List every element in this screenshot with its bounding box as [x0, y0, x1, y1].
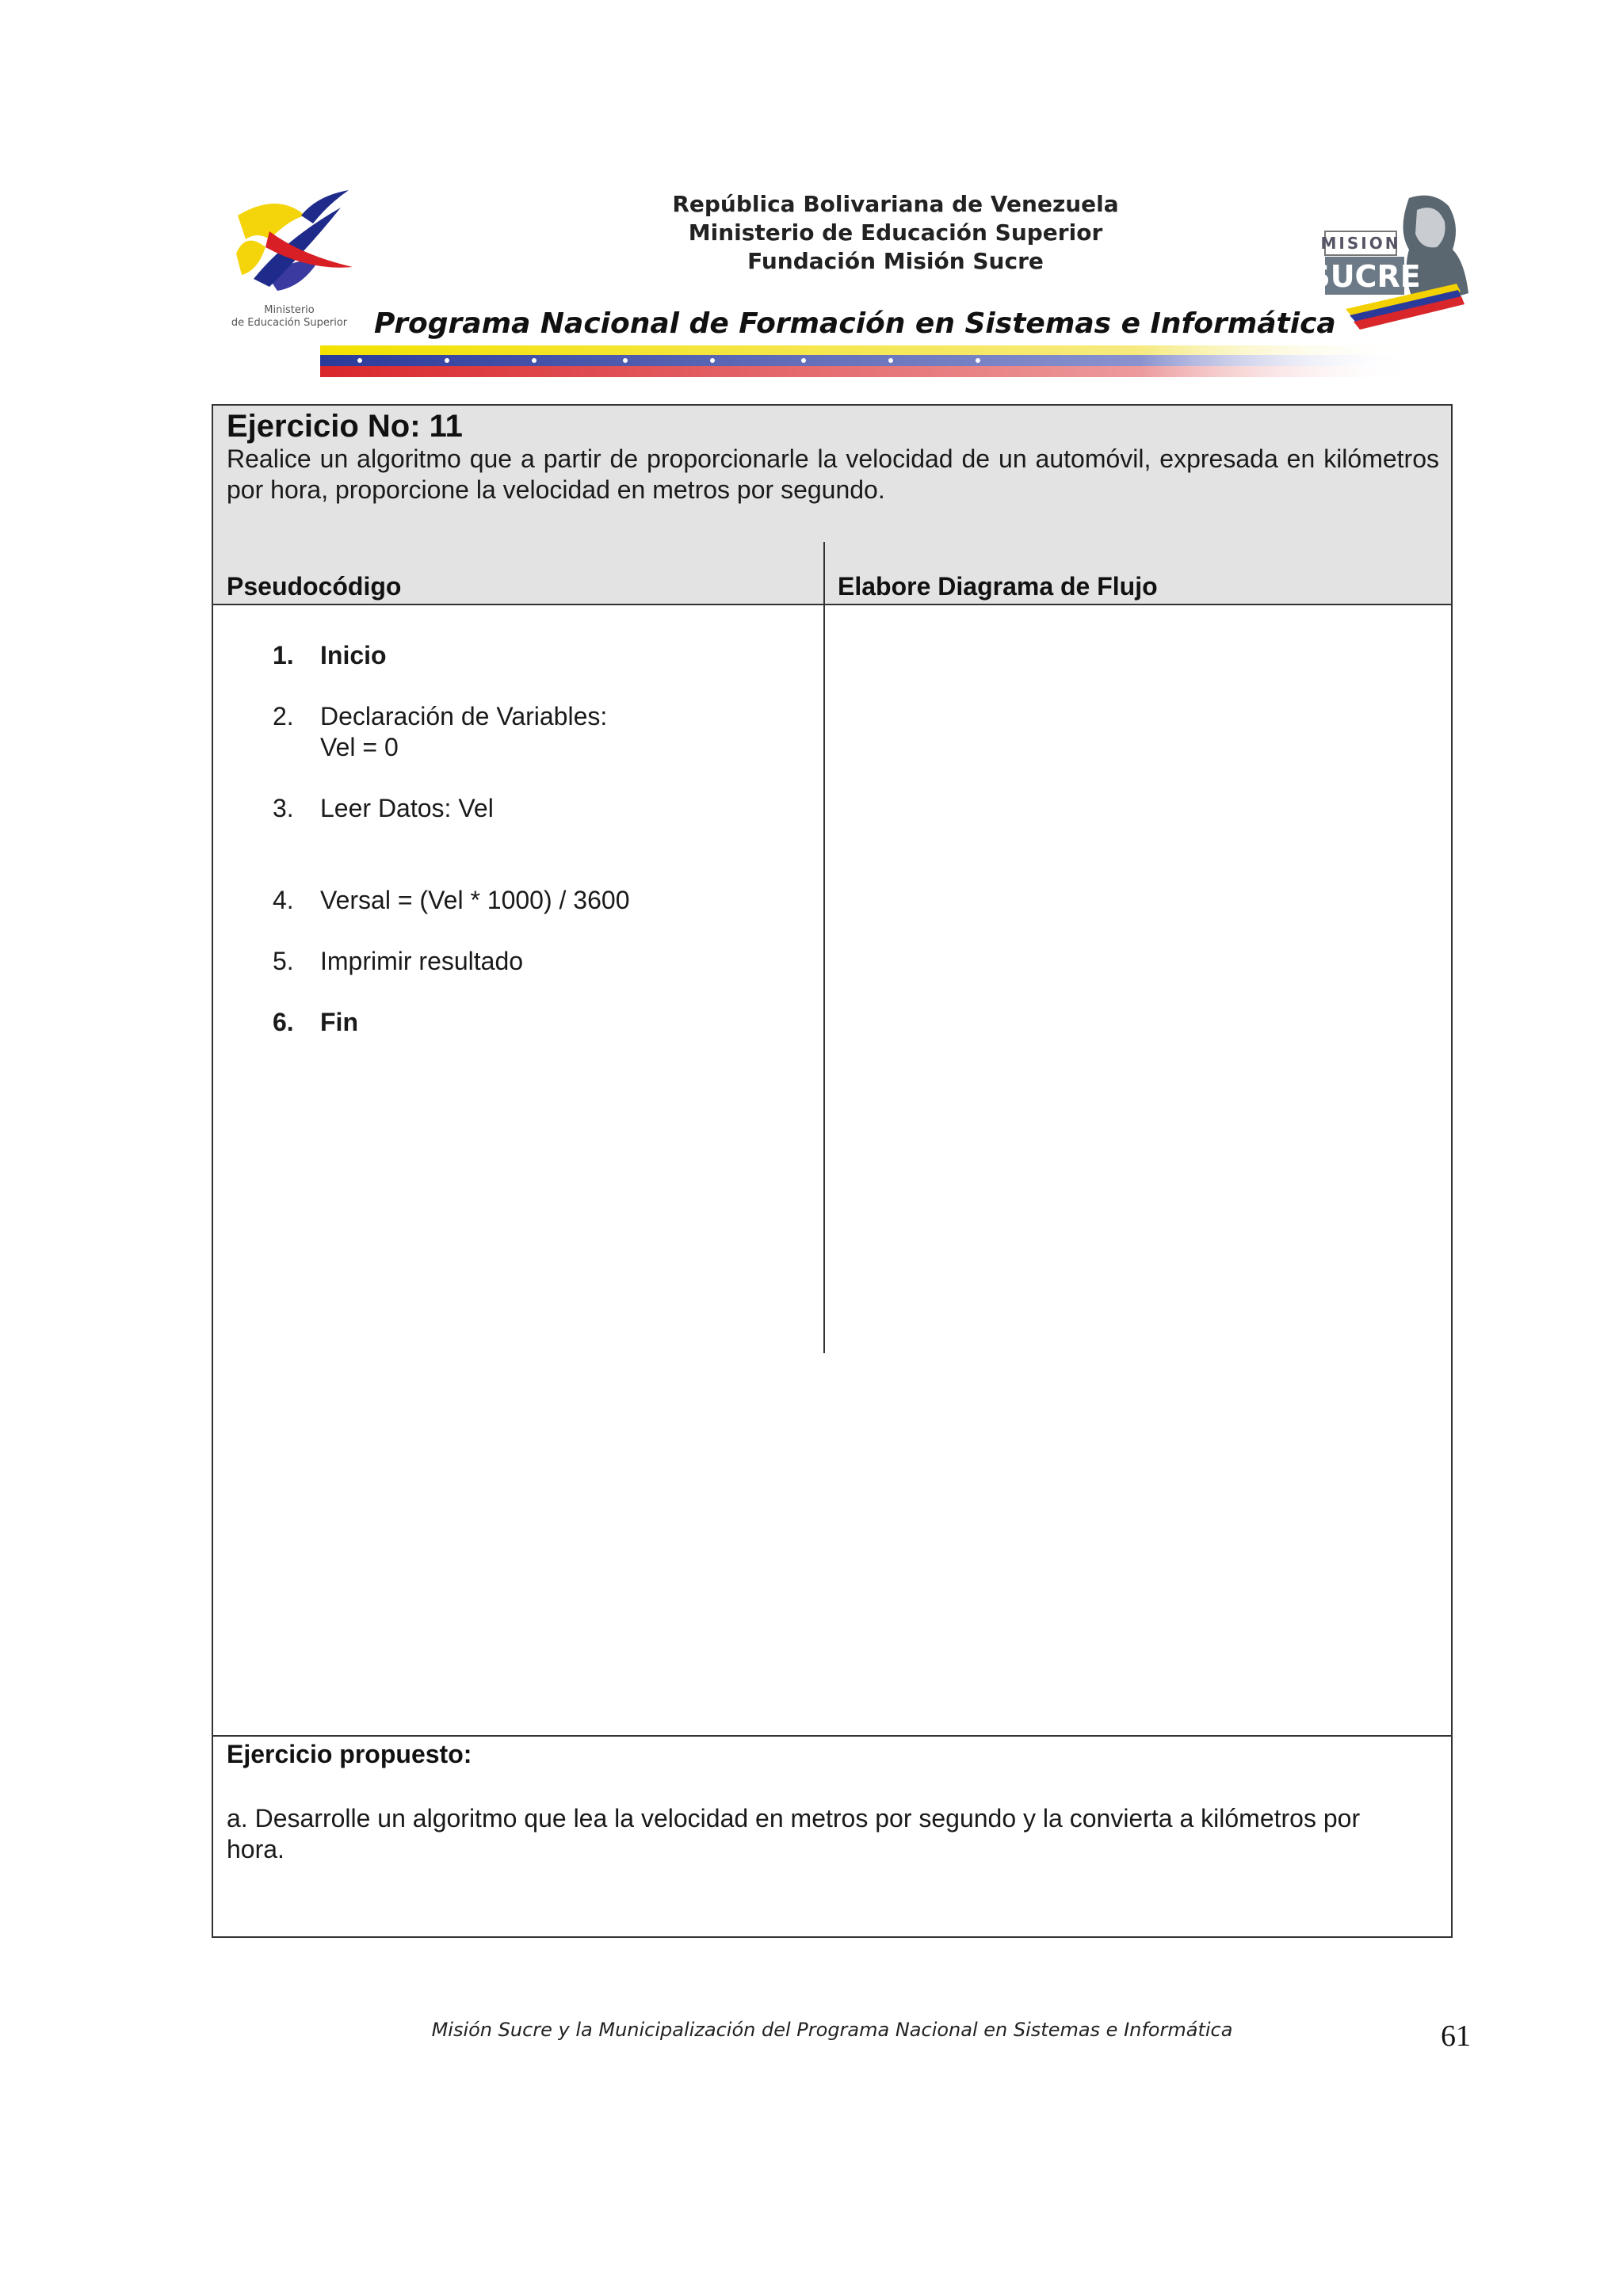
program-title: Programa Nacional de Formación en Sistemas e Informática: [374, 307, 1336, 340]
column-divider: [823, 542, 825, 1353]
step-text: Fin: [320, 1008, 358, 1036]
ministry-logo: [222, 184, 357, 334]
step-text-continuation: Vel = 0: [320, 733, 399, 761]
step-number: 2.: [273, 702, 294, 730]
step-number: 4.: [273, 886, 294, 914]
step-number: 3.: [273, 794, 294, 822]
exercise-header: [213, 406, 1451, 543]
step-number: 6.: [273, 1008, 294, 1036]
header-line-2: Ministerio de Educación Superior: [688, 219, 1103, 246]
step-text: Declaración de Variables:: [320, 702, 608, 730]
header-line-3: Fundación Misión Sucre: [747, 248, 1044, 274]
flag-band: [320, 345, 1414, 377]
step-text: Leer Datos: Vel: [320, 794, 494, 822]
footer-text: Misión Sucre y la Municipalización del Programa Nacional en Sistemas e Informática: [431, 2019, 1233, 2041]
flowchart-heading: Elabore Diagrama de Flujo: [838, 572, 1158, 601]
exercise-table: [212, 404, 1453, 1938]
step-number: 5.: [273, 947, 294, 975]
svg-text:SUCRE: SUCRE: [1308, 259, 1421, 294]
ministry-emblem-icon: [222, 184, 357, 303]
pseudocode-heading: Pseudocódigo: [227, 572, 402, 601]
header-institution: [555, 190, 1236, 276]
column-headings: [213, 542, 1451, 605]
page-number: 61: [1441, 2019, 1471, 2053]
proposed-exercise-text: a. Desarrolle un algoritmo que lea la velocidad en metros por segundo y la convierta a kilómetros por hora.: [227, 1804, 1361, 1863]
step-text: Inicio: [320, 641, 387, 669]
proposed-exercise-title: Ejercicio propuesto:: [227, 1740, 472, 1768]
step-text: Imprimir resultado: [320, 947, 524, 975]
mision-sucre-logo-icon: [1308, 190, 1471, 330]
ministry-caption: [222, 304, 357, 330]
step-text: Versal = (Vel * 1000) / 3600: [320, 886, 630, 914]
header-line-1: República Bolivariana de Venezuela: [672, 191, 1119, 217]
ministry-caption-line1: Ministerio: [264, 304, 315, 316]
svg-text:MISION: MISION: [1320, 234, 1401, 253]
step-number: 1.: [273, 641, 294, 669]
section-divider: [213, 1735, 1451, 1737]
ministry-caption-line2: de Educación Superior: [231, 317, 348, 329]
exercise-statement: Realice un algoritmo que a partir de proporcionarle la velocidad de un automóvil, expresada en kilómetros por hora, proporcione la velocidad en metros por segundo.: [227, 444, 1439, 504]
exercise-title: Ejercicio No: 11: [227, 409, 463, 444]
